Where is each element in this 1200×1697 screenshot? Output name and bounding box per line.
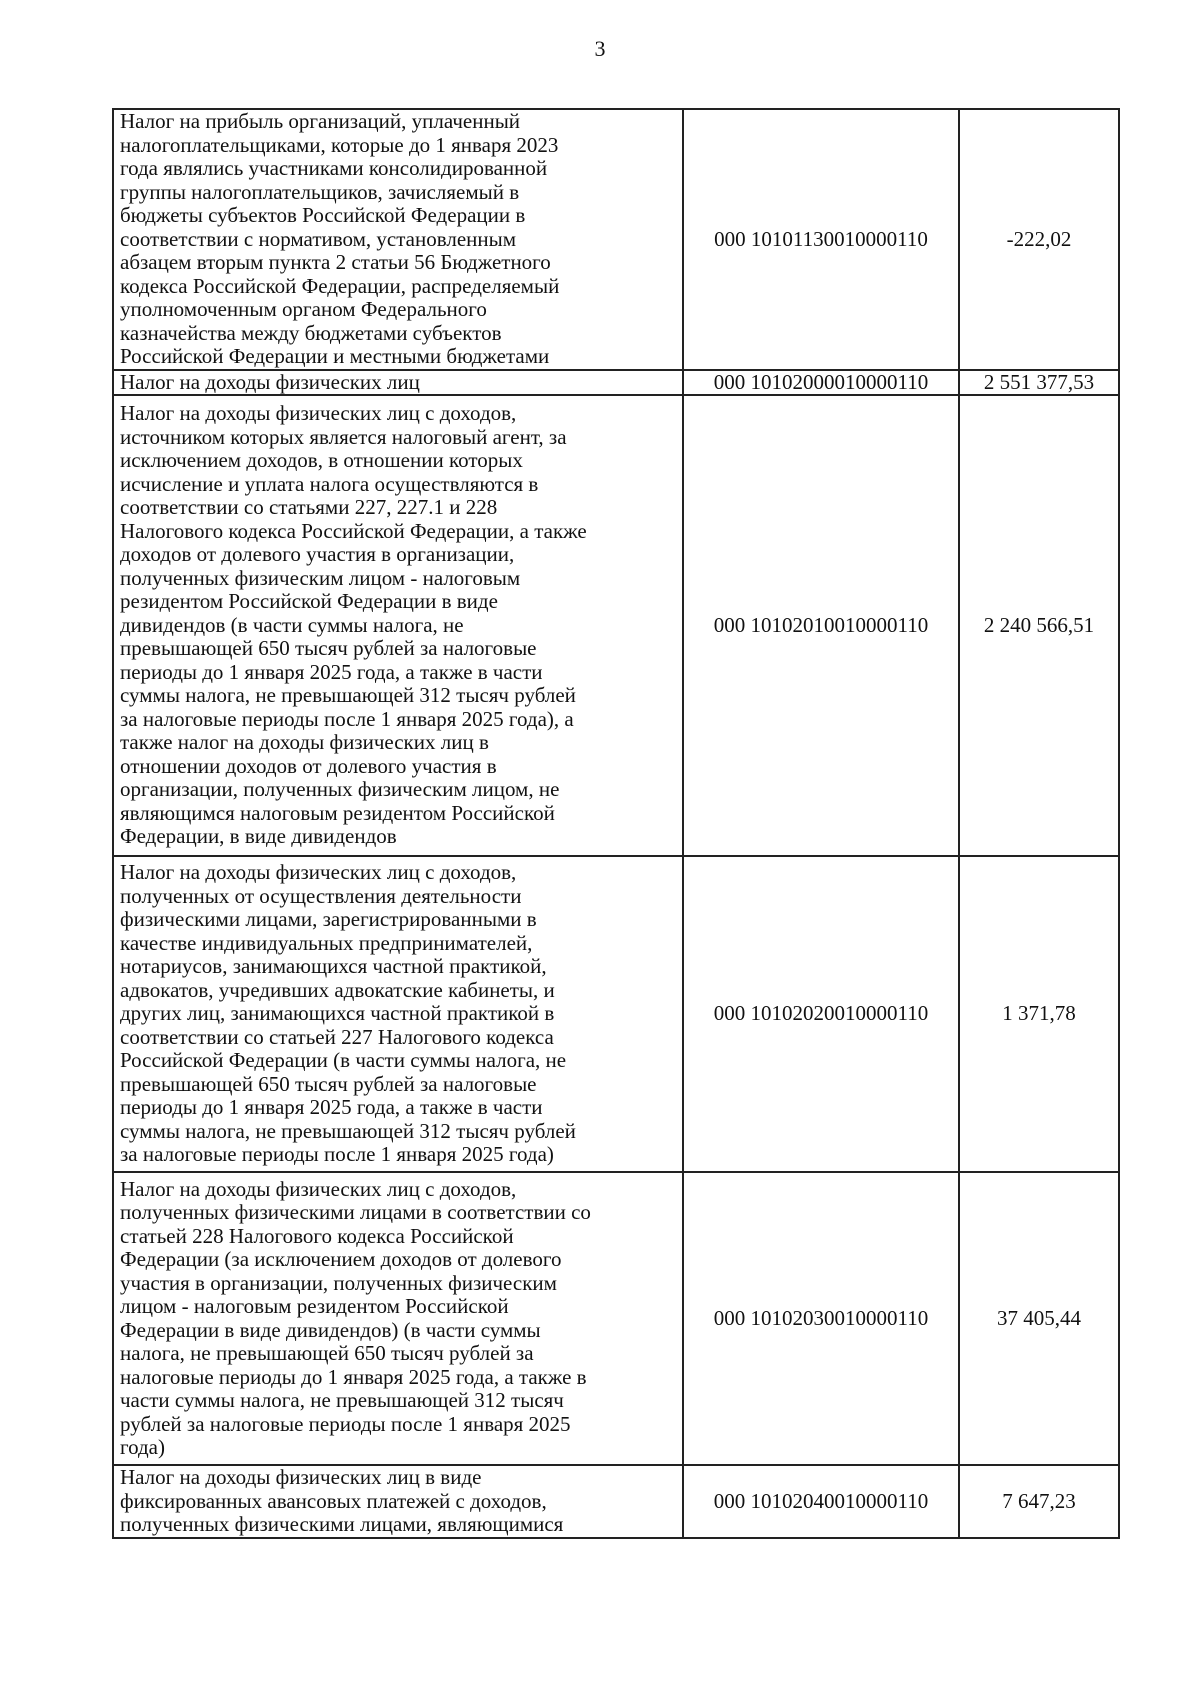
revenue-name-cell: Налог на доходы физических лиц: [113, 370, 683, 396]
revenue-name-cell: Налог на прибыль организаций, уплаченный налогоплательщиками, которые до 1 января 2023 года являлись участниками консолидированной группы налогоплательщиков, зачисляемый в бюджеты субъектов Российской Федерации в соответствии с нормативом, установленным абзацем вторым пункта 2 статьи 56 Бюджетного кодекса Российской Федерации, распределяемый уполномоченным органом Федерального казначейства между бюджетами субъектов Российской Федерации и местными бюджетами: [113, 109, 683, 370]
revenue-name-cell: Налог на доходы физических лиц с доходов, источником которых является налоговый агент, за исключением доходов, в отношении которых исчисление и уплата налога осуществляются в соответствии со статьями 227, 227.1 и 228 Налогового кодекса Российской Федерации, а также доходов от долевого участия в организации, полученных физическим лицом - налоговым резидентом Российской Федерации в виде дивидендов (в части суммы налога, не превышающей 650 тысяч рублей за налоговые периоды до 1 января 2025 года, а также в части суммы налога, не превышающей 312 тысяч рублей за налоговые периоды после 1 января 2025 года), а также налог на доходы физических лиц в отношении доходов от долевого участия в организации, полученных физическим лицом, не являющимся налоговым резидентом Российской Федерации, в виде дивидендов: [113, 395, 683, 856]
amount-cell: 2 551 377,53: [959, 370, 1119, 396]
table-row: [113, 109, 1119, 370]
revenue-name-cell: Налог на доходы физических лиц в виде фиксированных авансовых платежей с доходов, полученных физическими лицами, являющимися: [113, 1465, 683, 1538]
amount-cell: 1 371,78: [959, 856, 1119, 1172]
budget-code-cell: 000 10101130010000110: [683, 109, 959, 370]
table-row: [113, 395, 1119, 856]
budget-code-cell: 000 10102040010000110: [683, 1465, 959, 1538]
revenue-name-cell: Налог на доходы физических лиц с доходов, полученных физическими лицами в соответствии со статьей 228 Налогового кодекса Российской Федерации (за исключением доходов от долевого участия в организации, полученных физическим лицом - налоговым резидентом Российской Федерации в виде дивидендов) (в части суммы налога, не превышающей 650 тысяч рублей за налоговые периоды до 1 января 2025 года, а также в части суммы налога, не превышающей 312 тысяч рублей за налоговые периоды после 1 января 2025 года): [113, 1172, 683, 1465]
revenue-table: [112, 108, 1120, 1539]
page-number: 3: [594, 36, 606, 61]
budget-code-cell: 000 10102030010000110: [683, 1172, 959, 1465]
table-row: [113, 370, 1119, 396]
amount-cell: 2 240 566,51: [959, 395, 1119, 856]
table-row: [113, 856, 1119, 1172]
budget-code-cell: 000 10102010010000110: [683, 395, 959, 856]
table-row: [113, 1465, 1119, 1538]
amount-cell: 37 405,44: [959, 1172, 1119, 1465]
budget-code-cell: 000 10102020010000110: [683, 856, 959, 1172]
amount-cell: 7 647,23: [959, 1465, 1119, 1538]
amount-cell: -222,02: [959, 109, 1119, 370]
table-row: [113, 1172, 1119, 1465]
revenue-name-cell: Налог на доходы физических лиц с доходов, полученных от осуществления деятельности физическими лицами, зарегистрированными в качестве индивидуальных предпринимателей, нотариусов, занимающихся частной практикой, адвокатов, учредивших адвокатские кабинеты, и других лиц, занимающихся частной практикой в соответствии со статьей 227 Налогового кодекса Российской Федерации (в части суммы налога, не превышающей 650 тысяч рублей за налоговые периоды до 1 января 2025 года, а также в части суммы налога, не превышающей 312 тысяч рублей за налоговые периоды после 1 января 2025 года): [113, 856, 683, 1172]
budget-code-cell: 000 10102000010000110: [683, 370, 959, 396]
